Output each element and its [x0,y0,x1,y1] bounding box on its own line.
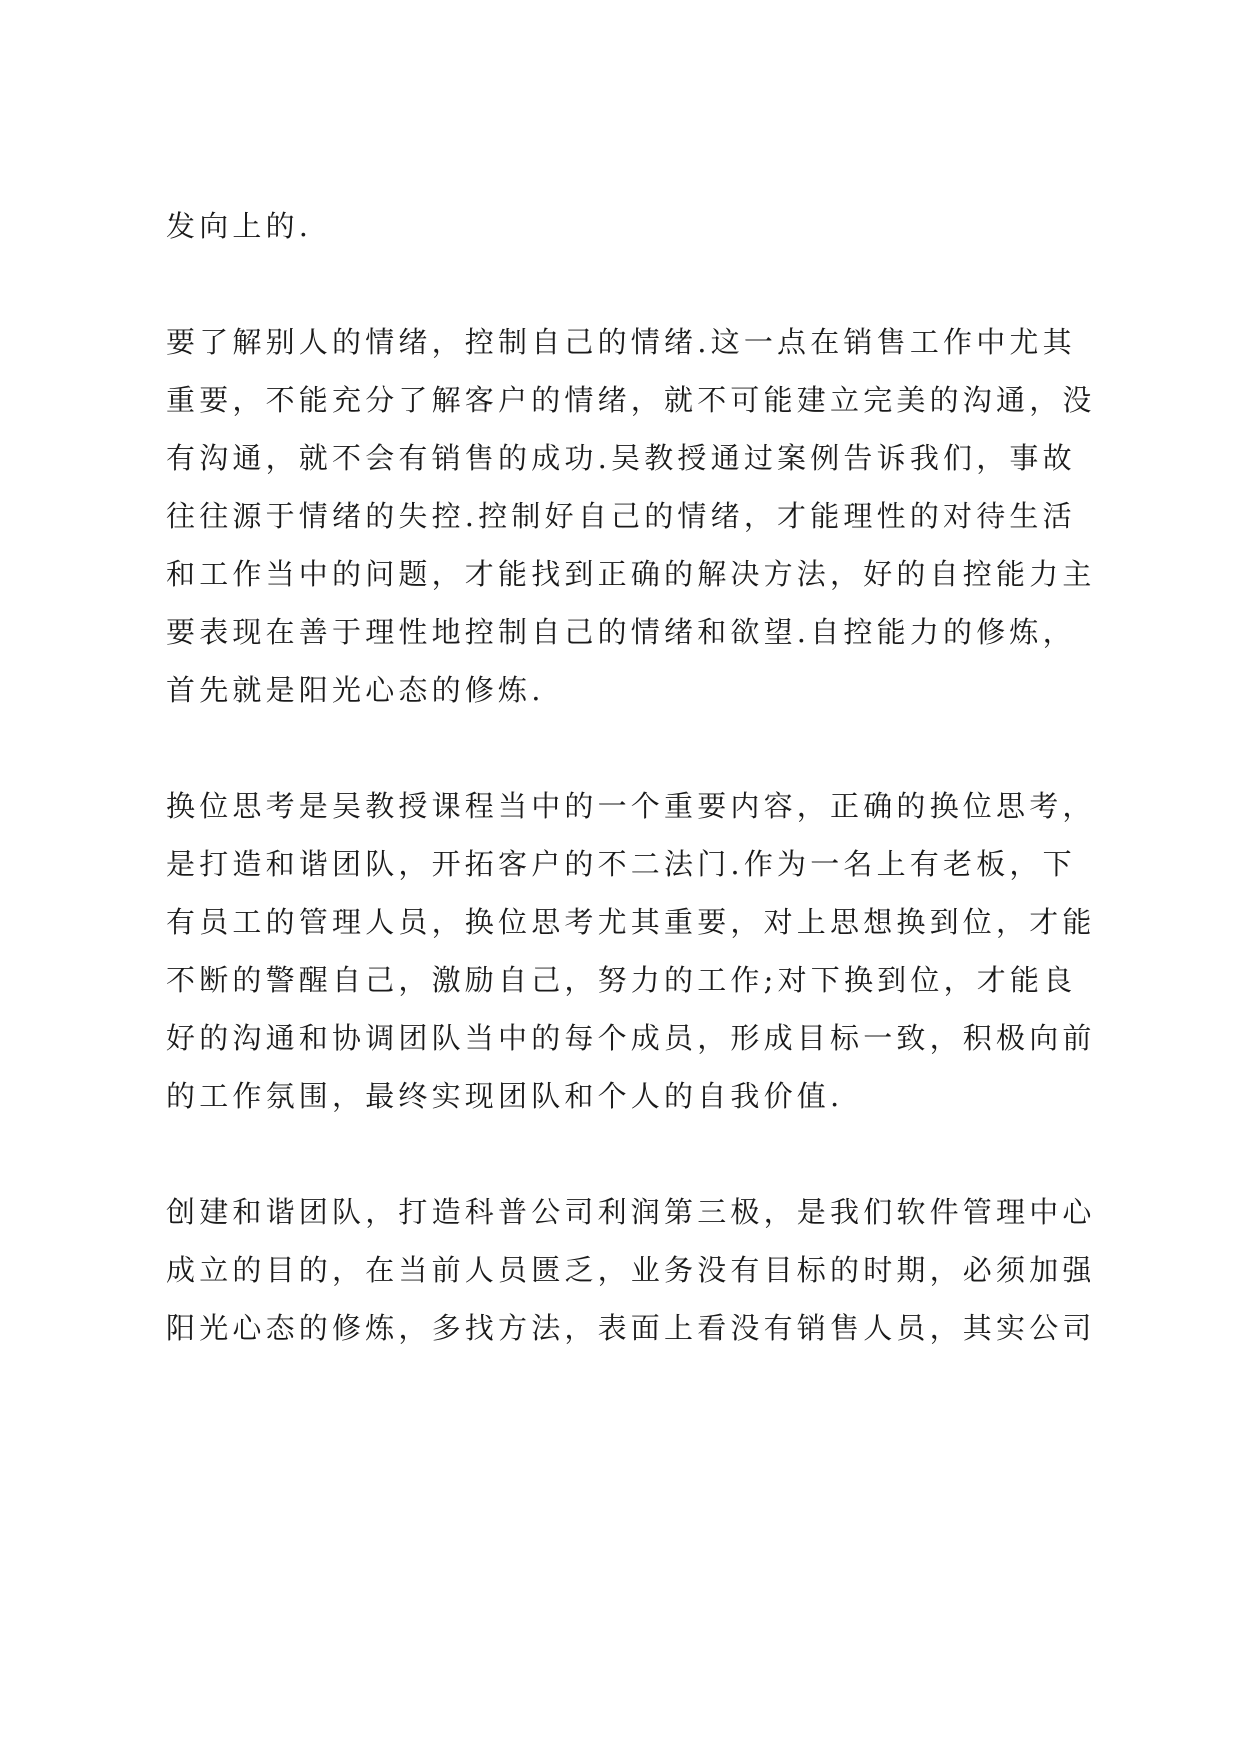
paragraph-2-line-2: 重要，不能充分了解客户的情绪，就不可能建立完美的沟通，没 [166,383,1096,417]
paragraph-3-line-1: 换位思考是吴教授课程当中的一个重要内容，正确的换位思考， [166,789,1096,823]
paragraph-2-line-5: 和工作当中的问题，才能找到正确的解决方法，好的自控能力主 [166,557,1096,591]
paragraph-3-line-5: 好的沟通和协调团队当中的每个成员，形成目标一致，积极向前 [166,1021,1096,1055]
paragraph-3-line-6: 的工作氛围，最终实现团队和个人的自我价值. [166,1079,844,1113]
paragraph-4-line-2: 成立的目的，在当前人员匮乏，业务没有目标的时期，必须加强 [166,1253,1096,1287]
paragraph-2-line-1: 要了解别人的情绪，控制自己的情绪.这一点在销售工作中尤其 [166,325,1076,359]
paragraph-4-line-3: 阳光心态的修炼，多找方法，表面上看没有销售人员，其实公司 [166,1311,1096,1345]
paragraph-3-line-4: 不断的警醒自己，激励自己，努力的工作;对下换到位，才能良 [166,963,1077,997]
paragraph-3-line-3: 有员工的管理人员，换位思考尤其重要，对上思想换到位，才能 [166,905,1096,939]
paragraph-2-line-6: 要表现在善于理性地控制自己的情绪和欲望.自控能力的修炼， [166,615,1076,649]
paragraph-1-line-1: 发向上的. [166,209,313,243]
paragraph-2-line-4: 往往源于情绪的失控.控制好自己的情绪，才能理性的对待生活 [166,499,1076,533]
paragraph-3-line-2: 是打造和谐团队，开拓客户的不二法门.作为一名上有老板，下 [166,847,1076,881]
paragraph-4-line-1: 创建和谐团队，打造科普公司利润第三极，是我们软件管理中心 [166,1195,1096,1229]
paragraph-2-line-3: 有沟通，就不会有销售的成功.吴教授通过案例告诉我们，事故 [166,441,1076,475]
paragraph-2-line-7: 首先就是阳光心态的修炼. [166,673,545,707]
